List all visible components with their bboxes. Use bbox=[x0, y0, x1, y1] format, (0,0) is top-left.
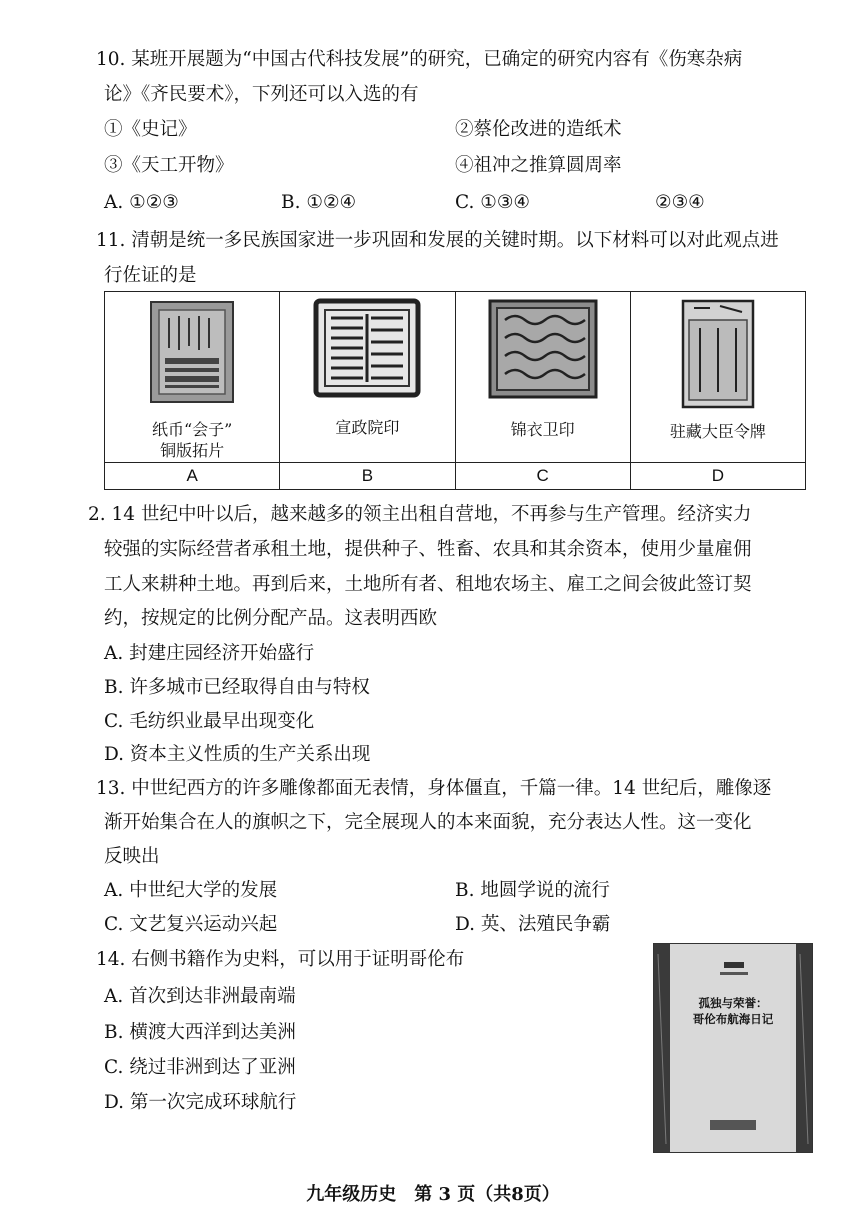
book-title-line2: 哥伦布航海日记 bbox=[692, 1011, 774, 1026]
q12-option-a: A. 封建庄园经济开始盛行 bbox=[104, 643, 315, 664]
q11-letter-c: C bbox=[455, 462, 630, 489]
q12-stem-line4: 约，按规定的比例分配产品。这表明西欧 bbox=[104, 608, 438, 629]
q13-stem-line3: 反映出 bbox=[104, 846, 160, 867]
q11-letter-b: B bbox=[280, 462, 455, 489]
q13-stem-line2: 渐开始集合在人的旗帜之下，完全展现人的本来面貌，充分表达人性。这一变化 bbox=[104, 812, 752, 833]
q10-stem-line1: 10. 某班开展题为“中国古代科技发展”的研究，已确定的研究内容有《伤寒杂病 bbox=[96, 49, 743, 70]
q14-option-d: D. 第一次完成环球航行 bbox=[104, 1092, 297, 1113]
q11-caption-a-line2: 铜版拓片 bbox=[160, 440, 225, 460]
book-title bbox=[674, 996, 792, 1027]
q10-option-2: ②蔡伦改进的造纸术 bbox=[455, 119, 622, 140]
q11-caption-d: 驻藏大臣令牌 bbox=[669, 422, 766, 441]
q14-option-b: B. 横渡大西洋到达美洲 bbox=[104, 1022, 296, 1043]
q11-stem-line2: 行佐证的是 bbox=[104, 265, 197, 286]
q13-option-d: D. 英、法殖民争霸 bbox=[455, 914, 611, 935]
q11-cell-c bbox=[455, 292, 630, 463]
q13-option-c: C. 文艺复兴运动兴起 bbox=[104, 914, 278, 935]
q14-option-c: C. 绕过非洲到达了亚洲 bbox=[104, 1057, 296, 1078]
zhuzang-tablet-icon bbox=[680, 298, 756, 410]
page-footer: 九年级历史 第 3 页（共8页） bbox=[306, 1184, 560, 1205]
book-cover-art-icon bbox=[654, 944, 812, 1152]
q12-stem-line2: 较强的实际经营者承租土地，提供种子、牲畜、农具和其余资本，使用少量雇佣 bbox=[104, 539, 752, 560]
q13-stem-line1: 13. 中世纪西方的许多雕像都面无表情，身体僵直，千篇一律。14 世纪后，雕像逐 bbox=[96, 778, 772, 799]
paper-money-rubbing-icon bbox=[147, 298, 237, 406]
q11-cell-b bbox=[280, 292, 455, 463]
q12-option-c: C. 毛纺织业最早出现变化 bbox=[104, 711, 315, 732]
q10-option-4: ④祖冲之推算圆周率 bbox=[455, 155, 622, 176]
q12-option-b: B. 许多城市已经取得自由与特权 bbox=[104, 677, 370, 698]
columbus-book-cover bbox=[653, 943, 813, 1153]
q12-stem-line1: 2. 14 世纪中叶以后，越来越多的领主出租自营地，不再参与生产管理。经济实力 bbox=[88, 504, 752, 525]
q10-option-1: ①《史记》 bbox=[104, 119, 197, 140]
q10-choice-b: B. ①②④ bbox=[281, 192, 357, 213]
q11-letter-d: D bbox=[630, 462, 805, 489]
q13-option-a: A. 中世纪大学的发展 bbox=[104, 880, 278, 901]
q14-stem: 14. 右侧书籍作为史料，可以用于证明哥伦布 bbox=[96, 949, 465, 970]
q12-stem-line3: 工人来耕种土地。再到后来，土地所有者、租地农场主、雇工之间会彼此签订契 bbox=[104, 574, 752, 595]
q10-stem-line2: 论》《齐民要术》，下列还可以入选的有 bbox=[104, 84, 419, 105]
jinyiwei-seal-icon bbox=[487, 298, 599, 400]
q11-caption-a-line1: 纸币“会子” bbox=[151, 420, 233, 439]
xuanzheng-seal-icon bbox=[313, 298, 421, 398]
q11-letter-a: A bbox=[105, 462, 280, 489]
q10-choice-a: A. ①②③ bbox=[104, 192, 179, 213]
q10-choice-d: ②③④ bbox=[655, 192, 705, 213]
q12-option-d: D. 资本主义性质的生产关系出现 bbox=[104, 744, 371, 765]
book-title-line1: 孤独与荣誉： bbox=[698, 996, 768, 1010]
q10-option-3: ③《天工开物》 bbox=[104, 155, 234, 176]
q11-material-table bbox=[104, 291, 806, 490]
q11-stem-line1: 11. 清朝是统一多民族国家进一步巩固和发展的关键时期。以下材料可以对此观点进 bbox=[96, 230, 779, 251]
q11-caption-c: 锦衣卫印 bbox=[510, 420, 575, 439]
q11-caption-b: 宣政院印 bbox=[335, 418, 400, 437]
q10-choice-c: C. ①③④ bbox=[455, 192, 531, 213]
q13-option-b: B. 地圆学说的流行 bbox=[455, 880, 610, 901]
q11-cell-d bbox=[630, 292, 805, 463]
q14-option-a: A. 首次到达非洲最南端 bbox=[104, 986, 296, 1007]
q11-cell-a bbox=[105, 292, 280, 463]
